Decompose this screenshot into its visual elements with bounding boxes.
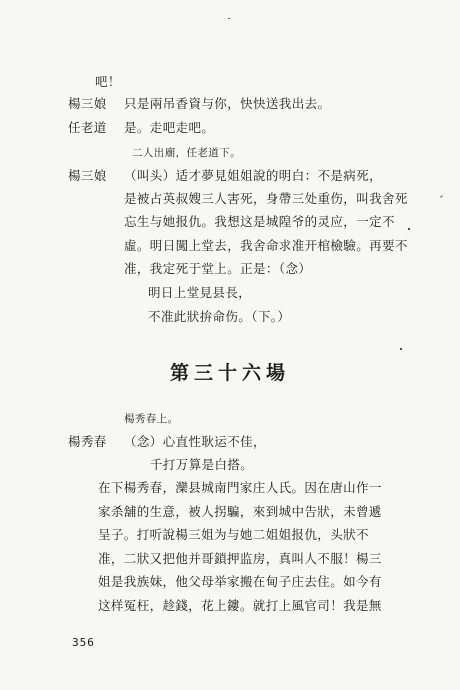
scan-speck xyxy=(228,18,230,19)
dialogue-text: 是。走吧走吧。 xyxy=(124,120,215,135)
dialogue-text: （叫头）适才夢見姐姐說的明白：不是病死， xyxy=(124,168,383,183)
dialogue-text: （念）心直性耿运不佳， xyxy=(124,434,266,449)
scan-speck xyxy=(400,348,402,350)
scan-speck xyxy=(440,195,443,197)
dialogue-continuation: 是被占英叔嫂三人害死，身帶三处重伤，叫我舍死 xyxy=(124,191,408,206)
dialogue-text: 只是兩吊香資与你，快快送我出去。 xyxy=(124,96,331,111)
scan-speck xyxy=(408,228,410,230)
speaker-name: 任老道 xyxy=(68,120,107,135)
stage-direction-1: 二人出廟，任老道下。 xyxy=(132,147,241,159)
speaker-name: 楊三娘 xyxy=(68,96,107,111)
monologue-line: 在下楊秀春，灤县城南門家庄人氏。因在唐山作一 xyxy=(98,480,382,495)
scene-heading: 第三十六場 xyxy=(169,362,290,384)
verse-line-1: 明日上堂見县長， xyxy=(148,285,252,300)
monologue-line: 姐是我族妹，他父母举家搬在甸子庄去住。如今有 xyxy=(98,574,382,589)
dialogue-continuation: 忘生与她报仇。我想这是城隍爷的灵应，一定不 xyxy=(124,214,395,229)
monologue-line: 家杀舖的生意，被人拐騙，來到城中告狀，未曾遞 xyxy=(98,504,382,519)
line-1: 吧！ xyxy=(95,74,121,89)
speaker-name: 楊三娘 xyxy=(68,168,107,183)
monologue-line: 这样冤枉，趁錢，花上鏤。就打上風官司！我是無 xyxy=(98,598,382,613)
monologue-line: 呈子。打听說楊三姐为与她二姐姐报仇，头狀不 xyxy=(98,527,369,542)
dialogue-continuation: 虛。明日闖上堂去，我舍命求准开棺檢驗。再要不 xyxy=(124,238,408,253)
stage-direction-2: 楊秀春上。 xyxy=(124,413,179,425)
monologue-line: 准，二狀又把他并哥鎖押监房，真叫人不服！楊三 xyxy=(98,551,382,566)
page-number: 356 xyxy=(72,636,95,649)
verse-line-2: 不准此狀拚命伤。（下。） xyxy=(148,309,291,324)
verse-line-3: 千打万算是白搭。 xyxy=(150,457,254,472)
dialogue-continuation: 准，我定死于堂上。正是：（念） xyxy=(124,261,312,276)
speaker-name: 楊秀春 xyxy=(68,434,107,449)
